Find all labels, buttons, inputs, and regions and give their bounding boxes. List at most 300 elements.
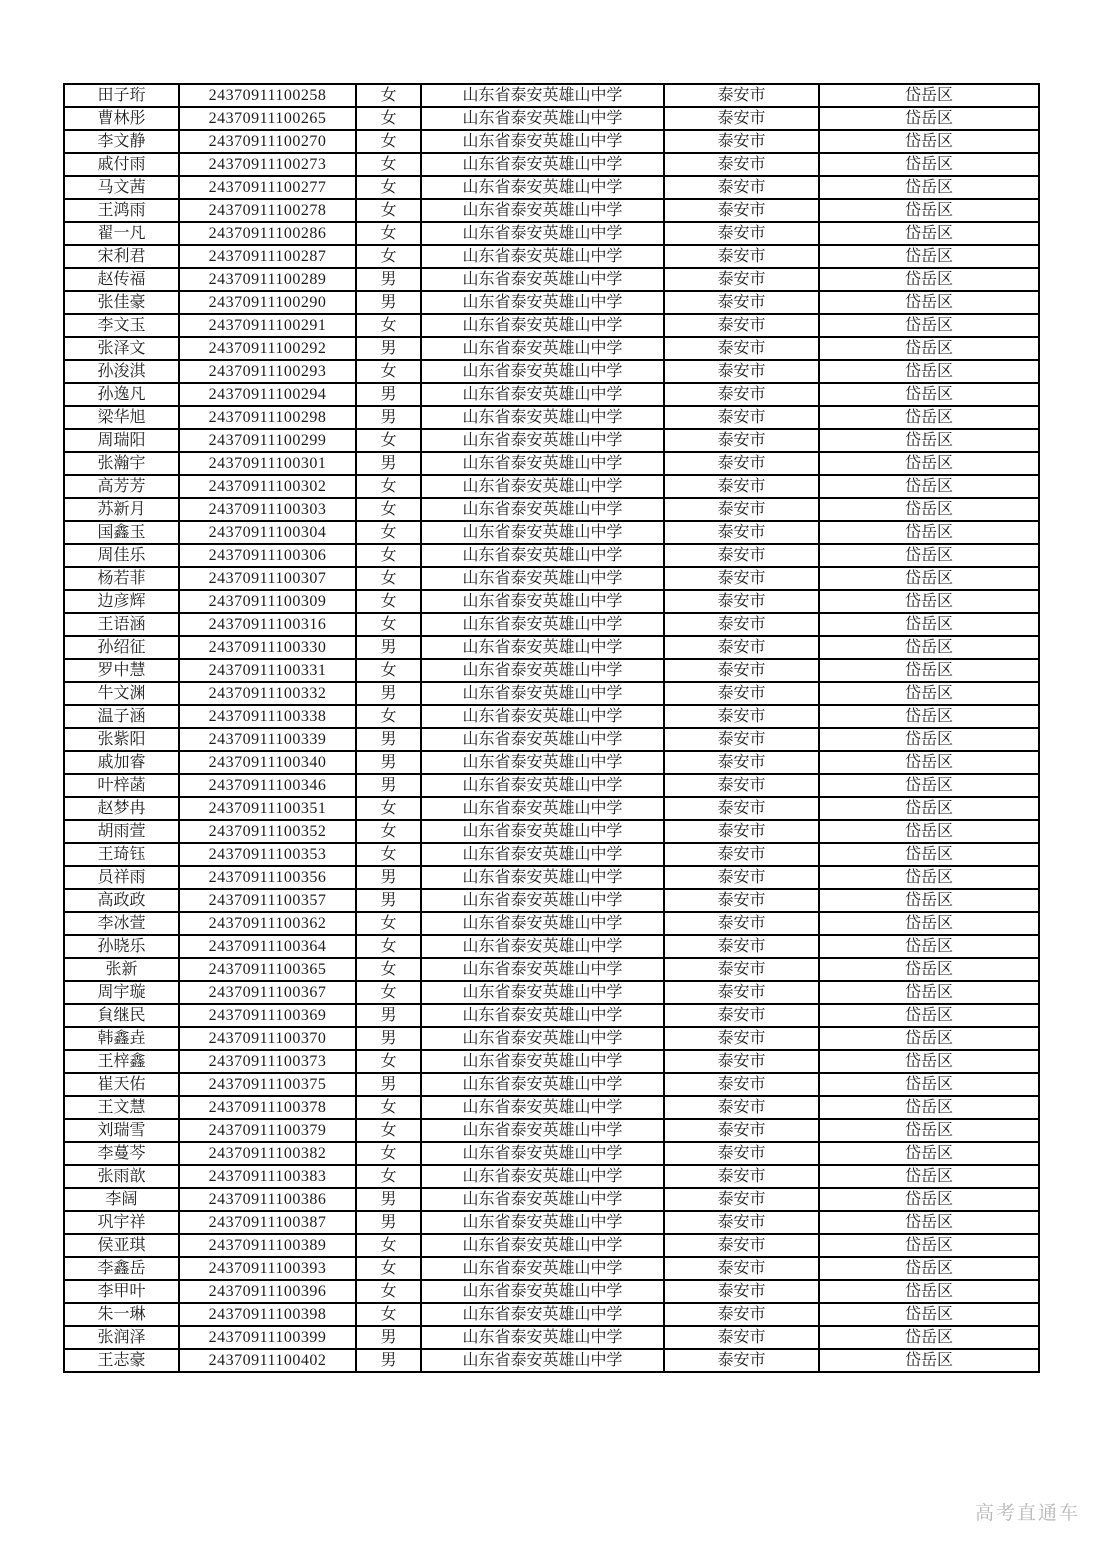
cell-exam-number: 24370911100338: [179, 705, 356, 728]
cell-name: 罗中慧: [64, 659, 179, 682]
table-row: [64, 314, 1039, 337]
cell-school: 山东省泰安英雄山中学: [421, 1096, 664, 1119]
cell-city: 泰安市: [664, 1303, 819, 1326]
cell-city: 泰安市: [664, 728, 819, 751]
cell-district: 岱岳区: [819, 84, 1039, 107]
cell-exam-number: 24370911100304: [179, 521, 356, 544]
cell-name: 王鸿雨: [64, 199, 179, 222]
cell-district: 岱岳区: [819, 912, 1039, 935]
cell-school: 山东省泰安英雄山中学: [421, 429, 664, 452]
cell-name: 李甲叶: [64, 1280, 179, 1303]
cell-school: 山东省泰安英雄山中学: [421, 153, 664, 176]
cell-name: 张瀚宇: [64, 452, 179, 475]
cell-name: 孙晓乐: [64, 935, 179, 958]
table-row: [64, 1027, 1039, 1050]
cell-district: 岱岳区: [819, 682, 1039, 705]
cell-district: 岱岳区: [819, 820, 1039, 843]
cell-district: 岱岳区: [819, 291, 1039, 314]
cell-name: 胡雨萱: [64, 820, 179, 843]
cell-school: 山东省泰安英雄山中学: [421, 567, 664, 590]
cell-gender: 女: [356, 360, 421, 383]
cell-school: 山东省泰安英雄山中学: [421, 866, 664, 889]
cell-city: 泰安市: [664, 1349, 819, 1372]
cell-district: 岱岳区: [819, 728, 1039, 751]
table-row: [64, 429, 1039, 452]
cell-school: 山东省泰安英雄山中学: [421, 705, 664, 728]
cell-exam-number: 24370911100399: [179, 1326, 356, 1349]
cell-district: 岱岳区: [819, 843, 1039, 866]
cell-city: 泰安市: [664, 1211, 819, 1234]
table-row: [64, 613, 1039, 636]
cell-city: 泰安市: [664, 590, 819, 613]
cell-gender: 男: [356, 774, 421, 797]
cell-school: 山东省泰安英雄山中学: [421, 337, 664, 360]
cell-district: 岱岳区: [819, 153, 1039, 176]
cell-name: 张雨歆: [64, 1165, 179, 1188]
cell-district: 岱岳区: [819, 130, 1039, 153]
cell-name: 崔天佑: [64, 1073, 179, 1096]
cell-city: 泰安市: [664, 751, 819, 774]
cell-gender: 男: [356, 889, 421, 912]
cell-gender: 男: [356, 1349, 421, 1372]
cell-name: 孙逸凡: [64, 383, 179, 406]
table-row: [64, 889, 1039, 912]
table-row: [64, 866, 1039, 889]
table-row: [64, 337, 1039, 360]
cell-name: 巩宇祥: [64, 1211, 179, 1234]
table-row: [64, 1096, 1039, 1119]
cell-city: 泰安市: [664, 406, 819, 429]
cell-district: 岱岳区: [819, 981, 1039, 1004]
cell-city: 泰安市: [664, 935, 819, 958]
cell-school: 山东省泰安英雄山中学: [421, 935, 664, 958]
cell-school: 山东省泰安英雄山中学: [421, 613, 664, 636]
cell-name: 孙绍征: [64, 636, 179, 659]
cell-gender: 女: [356, 1165, 421, 1188]
cell-school: 山东省泰安英雄山中学: [421, 406, 664, 429]
cell-name: 王语涵: [64, 613, 179, 636]
cell-district: 岱岳区: [819, 1119, 1039, 1142]
cell-city: 泰安市: [664, 1096, 819, 1119]
cell-gender: 女: [356, 1050, 421, 1073]
cell-gender: 女: [356, 1096, 421, 1119]
cell-name: 周宇璇: [64, 981, 179, 1004]
cell-district: 岱岳区: [819, 406, 1039, 429]
cell-city: 泰安市: [664, 153, 819, 176]
cell-gender: 男: [356, 383, 421, 406]
cell-district: 岱岳区: [819, 452, 1039, 475]
cell-district: 岱岳区: [819, 1073, 1039, 1096]
cell-exam-number: 24370911100389: [179, 1234, 356, 1257]
cell-school: 山东省泰安英雄山中学: [421, 222, 664, 245]
table-row: [64, 383, 1039, 406]
cell-gender: 女: [356, 912, 421, 935]
cell-school: 山东省泰安英雄山中学: [421, 84, 664, 107]
cell-exam-number: 24370911100316: [179, 613, 356, 636]
cell-gender: 男: [356, 1188, 421, 1211]
cell-school: 山东省泰安英雄山中学: [421, 1119, 664, 1142]
cell-city: 泰安市: [664, 245, 819, 268]
cell-school: 山东省泰安英雄山中学: [421, 498, 664, 521]
cell-school: 山东省泰安英雄山中学: [421, 590, 664, 613]
cell-gender: 女: [356, 843, 421, 866]
cell-district: 岱岳区: [819, 1027, 1039, 1050]
table-row: [64, 222, 1039, 245]
cell-city: 泰安市: [664, 383, 819, 406]
cell-school: 山东省泰安英雄山中学: [421, 383, 664, 406]
table-row: [64, 1004, 1039, 1027]
cell-name: 刘瑞雪: [64, 1119, 179, 1142]
cell-exam-number: 24370911100292: [179, 337, 356, 360]
cell-name: 李文玉: [64, 314, 179, 337]
cell-name: 叶梓菡: [64, 774, 179, 797]
cell-exam-number: 24370911100289: [179, 268, 356, 291]
cell-city: 泰安市: [664, 360, 819, 383]
cell-gender: 男: [356, 1027, 421, 1050]
cell-district: 岱岳区: [819, 613, 1039, 636]
cell-gender: 男: [356, 268, 421, 291]
cell-gender: 女: [356, 245, 421, 268]
cell-school: 山东省泰安英雄山中学: [421, 659, 664, 682]
cell-gender: 男: [356, 406, 421, 429]
cell-city: 泰安市: [664, 544, 819, 567]
table-row: [64, 130, 1039, 153]
cell-exam-number: 24370911100398: [179, 1303, 356, 1326]
cell-name: 王志豪: [64, 1349, 179, 1372]
cell-exam-number: 24370911100362: [179, 912, 356, 935]
table-row: [64, 590, 1039, 613]
cell-exam-number: 24370911100330: [179, 636, 356, 659]
cell-city: 泰安市: [664, 1073, 819, 1096]
cell-name: 翟一凡: [64, 222, 179, 245]
cell-city: 泰安市: [664, 1050, 819, 1073]
table-row: [64, 1349, 1039, 1372]
cell-exam-number: 24370911100367: [179, 981, 356, 1004]
cell-name: 周佳乐: [64, 544, 179, 567]
cell-district: 岱岳区: [819, 889, 1039, 912]
cell-gender: 女: [356, 659, 421, 682]
cell-district: 岱岳区: [819, 1165, 1039, 1188]
cell-exam-number: 24370911100301: [179, 452, 356, 475]
cell-gender: 女: [356, 981, 421, 1004]
cell-gender: 女: [356, 130, 421, 153]
cell-district: 岱岳区: [819, 498, 1039, 521]
table-row: [64, 84, 1039, 107]
cell-name: 貟继民: [64, 1004, 179, 1027]
cell-city: 泰安市: [664, 268, 819, 291]
cell-gender: 男: [356, 452, 421, 475]
cell-district: 岱岳区: [819, 475, 1039, 498]
table-row: [64, 659, 1039, 682]
cell-district: 岱岳区: [819, 590, 1039, 613]
cell-name: 杨若菲: [64, 567, 179, 590]
cell-district: 岱岳区: [819, 337, 1039, 360]
cell-name: 李冰萱: [64, 912, 179, 935]
cell-school: 山东省泰安英雄山中学: [421, 268, 664, 291]
cell-city: 泰安市: [664, 130, 819, 153]
cell-district: 岱岳区: [819, 521, 1039, 544]
cell-name: 戚付雨: [64, 153, 179, 176]
cell-exam-number: 24370911100270: [179, 130, 356, 153]
cell-exam-number: 24370911100293: [179, 360, 356, 383]
cell-school: 山东省泰安英雄山中学: [421, 981, 664, 1004]
cell-exam-number: 24370911100379: [179, 1119, 356, 1142]
cell-gender: 女: [356, 84, 421, 107]
cell-gender: 男: [356, 1073, 421, 1096]
table-row: [64, 475, 1039, 498]
cell-district: 岱岳区: [819, 935, 1039, 958]
cell-city: 泰安市: [664, 1188, 819, 1211]
cell-exam-number: 24370911100309: [179, 590, 356, 613]
cell-gender: 女: [356, 153, 421, 176]
cell-city: 泰安市: [664, 1165, 819, 1188]
cell-name: 高芳芳: [64, 475, 179, 498]
cell-exam-number: 24370911100387: [179, 1211, 356, 1234]
table-row: [64, 245, 1039, 268]
cell-exam-number: 24370911100353: [179, 843, 356, 866]
cell-school: 山东省泰安英雄山中学: [421, 521, 664, 544]
cell-gender: 女: [356, 544, 421, 567]
cell-exam-number: 24370911100277: [179, 176, 356, 199]
cell-exam-number: 24370911100356: [179, 866, 356, 889]
cell-gender: 女: [356, 107, 421, 130]
cell-city: 泰安市: [664, 797, 819, 820]
cell-school: 山东省泰安英雄山中学: [421, 1280, 664, 1303]
cell-city: 泰安市: [664, 866, 819, 889]
cell-exam-number: 24370911100373: [179, 1050, 356, 1073]
cell-school: 山东省泰安英雄山中学: [421, 1349, 664, 1372]
cell-name: 田子珩: [64, 84, 179, 107]
cell-district: 岱岳区: [819, 1004, 1039, 1027]
cell-name: 温子涵: [64, 705, 179, 728]
cell-district: 岱岳区: [819, 751, 1039, 774]
cell-school: 山东省泰安英雄山中学: [421, 1004, 664, 1027]
table-row: [64, 636, 1039, 659]
cell-name: 戚加睿: [64, 751, 179, 774]
cell-exam-number: 24370911100299: [179, 429, 356, 452]
cell-name: 周瑞阳: [64, 429, 179, 452]
table-row: [64, 1211, 1039, 1234]
table-row: [64, 199, 1039, 222]
cell-school: 山东省泰安英雄山中学: [421, 843, 664, 866]
cell-name: 高政政: [64, 889, 179, 912]
cell-district: 岱岳区: [819, 429, 1039, 452]
cell-gender: 女: [356, 613, 421, 636]
table-row: [64, 912, 1039, 935]
cell-school: 山东省泰安英雄山中学: [421, 958, 664, 981]
cell-gender: 女: [356, 797, 421, 820]
cell-name: 孙浚淇: [64, 360, 179, 383]
cell-school: 山东省泰安英雄山中学: [421, 1326, 664, 1349]
cell-exam-number: 24370911100287: [179, 245, 356, 268]
cell-district: 岱岳区: [819, 245, 1039, 268]
cell-school: 山东省泰安英雄山中学: [421, 1165, 664, 1188]
table-row: [64, 521, 1039, 544]
cell-gender: 男: [356, 751, 421, 774]
cell-school: 山东省泰安英雄山中学: [421, 912, 664, 935]
cell-exam-number: 24370911100273: [179, 153, 356, 176]
cell-school: 山东省泰安英雄山中学: [421, 544, 664, 567]
cell-name: 边彦辉: [64, 590, 179, 613]
table-row: [64, 153, 1039, 176]
cell-city: 泰安市: [664, 774, 819, 797]
cell-district: 岱岳区: [819, 268, 1039, 291]
cell-name: 赵传福: [64, 268, 179, 291]
table-row: [64, 1257, 1039, 1280]
cell-gender: 女: [356, 958, 421, 981]
cell-district: 岱岳区: [819, 199, 1039, 222]
cell-gender: 男: [356, 1004, 421, 1027]
cell-city: 泰安市: [664, 613, 819, 636]
cell-name: 朱一琳: [64, 1303, 179, 1326]
cell-city: 泰安市: [664, 337, 819, 360]
cell-exam-number: 24370911100294: [179, 383, 356, 406]
cell-exam-number: 24370911100303: [179, 498, 356, 521]
cell-city: 泰安市: [664, 199, 819, 222]
cell-city: 泰安市: [664, 521, 819, 544]
cell-exam-number: 24370911100286: [179, 222, 356, 245]
cell-school: 山东省泰安英雄山中学: [421, 728, 664, 751]
table-row: [64, 1188, 1039, 1211]
cell-district: 岱岳区: [819, 659, 1039, 682]
cell-name: 苏新月: [64, 498, 179, 521]
cell-city: 泰安市: [664, 1280, 819, 1303]
table-row: [64, 268, 1039, 291]
table-row: [64, 176, 1039, 199]
cell-gender: 男: [356, 636, 421, 659]
table-row: [64, 406, 1039, 429]
cell-name: 张润泽: [64, 1326, 179, 1349]
table-row: [64, 567, 1039, 590]
cell-exam-number: 24370911100291: [179, 314, 356, 337]
cell-city: 泰安市: [664, 1004, 819, 1027]
cell-gender: 男: [356, 337, 421, 360]
cell-school: 山东省泰安英雄山中学: [421, 1211, 664, 1234]
cell-exam-number: 24370911100402: [179, 1349, 356, 1372]
cell-district: 岱岳区: [819, 774, 1039, 797]
cell-exam-number: 24370911100357: [179, 889, 356, 912]
table-row: [64, 774, 1039, 797]
cell-name: 韩鑫垚: [64, 1027, 179, 1050]
cell-district: 岱岳区: [819, 1234, 1039, 1257]
cell-school: 山东省泰安英雄山中学: [421, 1303, 664, 1326]
table-row: [64, 1119, 1039, 1142]
cell-school: 山东省泰安英雄山中学: [421, 636, 664, 659]
cell-name: 牛文渊: [64, 682, 179, 705]
cell-gender: 女: [356, 935, 421, 958]
cell-gender: 女: [356, 1257, 421, 1280]
cell-city: 泰安市: [664, 705, 819, 728]
cell-school: 山东省泰安英雄山中学: [421, 1234, 664, 1257]
cell-name: 张新: [64, 958, 179, 981]
cell-city: 泰安市: [664, 1234, 819, 1257]
cell-name: 李文静: [64, 130, 179, 153]
cell-district: 岱岳区: [819, 1188, 1039, 1211]
cell-name: 张泽文: [64, 337, 179, 360]
cell-exam-number: 24370911100365: [179, 958, 356, 981]
cell-district: 岱岳区: [819, 866, 1039, 889]
cell-district: 岱岳区: [819, 107, 1039, 130]
cell-name: 马文茜: [64, 176, 179, 199]
cell-gender: 女: [356, 705, 421, 728]
table-row: [64, 682, 1039, 705]
table-row: [64, 935, 1039, 958]
table-row: [64, 1303, 1039, 1326]
cell-city: 泰安市: [664, 912, 819, 935]
cell-gender: 男: [356, 866, 421, 889]
cell-exam-number: 24370911100396: [179, 1280, 356, 1303]
cell-school: 山东省泰安英雄山中学: [421, 176, 664, 199]
table-row: [64, 981, 1039, 1004]
cell-gender: 女: [356, 820, 421, 843]
cell-gender: 女: [356, 314, 421, 337]
cell-city: 泰安市: [664, 889, 819, 912]
cell-gender: 女: [356, 222, 421, 245]
table-row: [64, 1073, 1039, 1096]
cell-school: 山东省泰安英雄山中学: [421, 245, 664, 268]
cell-exam-number: 24370911100278: [179, 199, 356, 222]
cell-city: 泰安市: [664, 452, 819, 475]
cell-school: 山东省泰安英雄山中学: [421, 1027, 664, 1050]
cell-gender: 女: [356, 176, 421, 199]
cell-gender: 男: [356, 728, 421, 751]
cell-name: 赵梦冉: [64, 797, 179, 820]
cell-school: 山东省泰安英雄山中学: [421, 291, 664, 314]
cell-district: 岱岳区: [819, 705, 1039, 728]
cell-school: 山东省泰安英雄山中学: [421, 1073, 664, 1096]
cell-name: 李阔: [64, 1188, 179, 1211]
cell-city: 泰安市: [664, 429, 819, 452]
cell-name: 员祥雨: [64, 866, 179, 889]
table-row: [64, 728, 1039, 751]
table-row: [64, 107, 1039, 130]
cell-district: 岱岳区: [819, 176, 1039, 199]
cell-city: 泰安市: [664, 981, 819, 1004]
cell-name: 李蔓芩: [64, 1142, 179, 1165]
cell-exam-number: 24370911100351: [179, 797, 356, 820]
cell-city: 泰安市: [664, 107, 819, 130]
table-row: [64, 797, 1039, 820]
table-row: [64, 1234, 1039, 1257]
cell-name: 李鑫岳: [64, 1257, 179, 1280]
cell-district: 岱岳区: [819, 1349, 1039, 1372]
table-row: [64, 958, 1039, 981]
cell-name: 宋利君: [64, 245, 179, 268]
cell-school: 山东省泰安英雄山中学: [421, 452, 664, 475]
cell-city: 泰安市: [664, 176, 819, 199]
table-row: [64, 820, 1039, 843]
cell-name: 王梓鑫: [64, 1050, 179, 1073]
cell-exam-number: 24370911100306: [179, 544, 356, 567]
cell-gender: 女: [356, 498, 421, 521]
cell-district: 岱岳区: [819, 544, 1039, 567]
cell-exam-number: 24370911100378: [179, 1096, 356, 1119]
cell-city: 泰安市: [664, 659, 819, 682]
cell-exam-number: 24370911100290: [179, 291, 356, 314]
cell-name: 王文慧: [64, 1096, 179, 1119]
table-row: [64, 452, 1039, 475]
table-row: [64, 1280, 1039, 1303]
cell-exam-number: 24370911100375: [179, 1073, 356, 1096]
cell-gender: 女: [356, 590, 421, 613]
cell-school: 山东省泰安英雄山中学: [421, 1188, 664, 1211]
cell-city: 泰安市: [664, 682, 819, 705]
cell-exam-number: 24370911100346: [179, 774, 356, 797]
cell-school: 山东省泰安英雄山中学: [421, 797, 664, 820]
cell-district: 岱岳区: [819, 1280, 1039, 1303]
table-row: [64, 544, 1039, 567]
cell-exam-number: 24370911100386: [179, 1188, 356, 1211]
